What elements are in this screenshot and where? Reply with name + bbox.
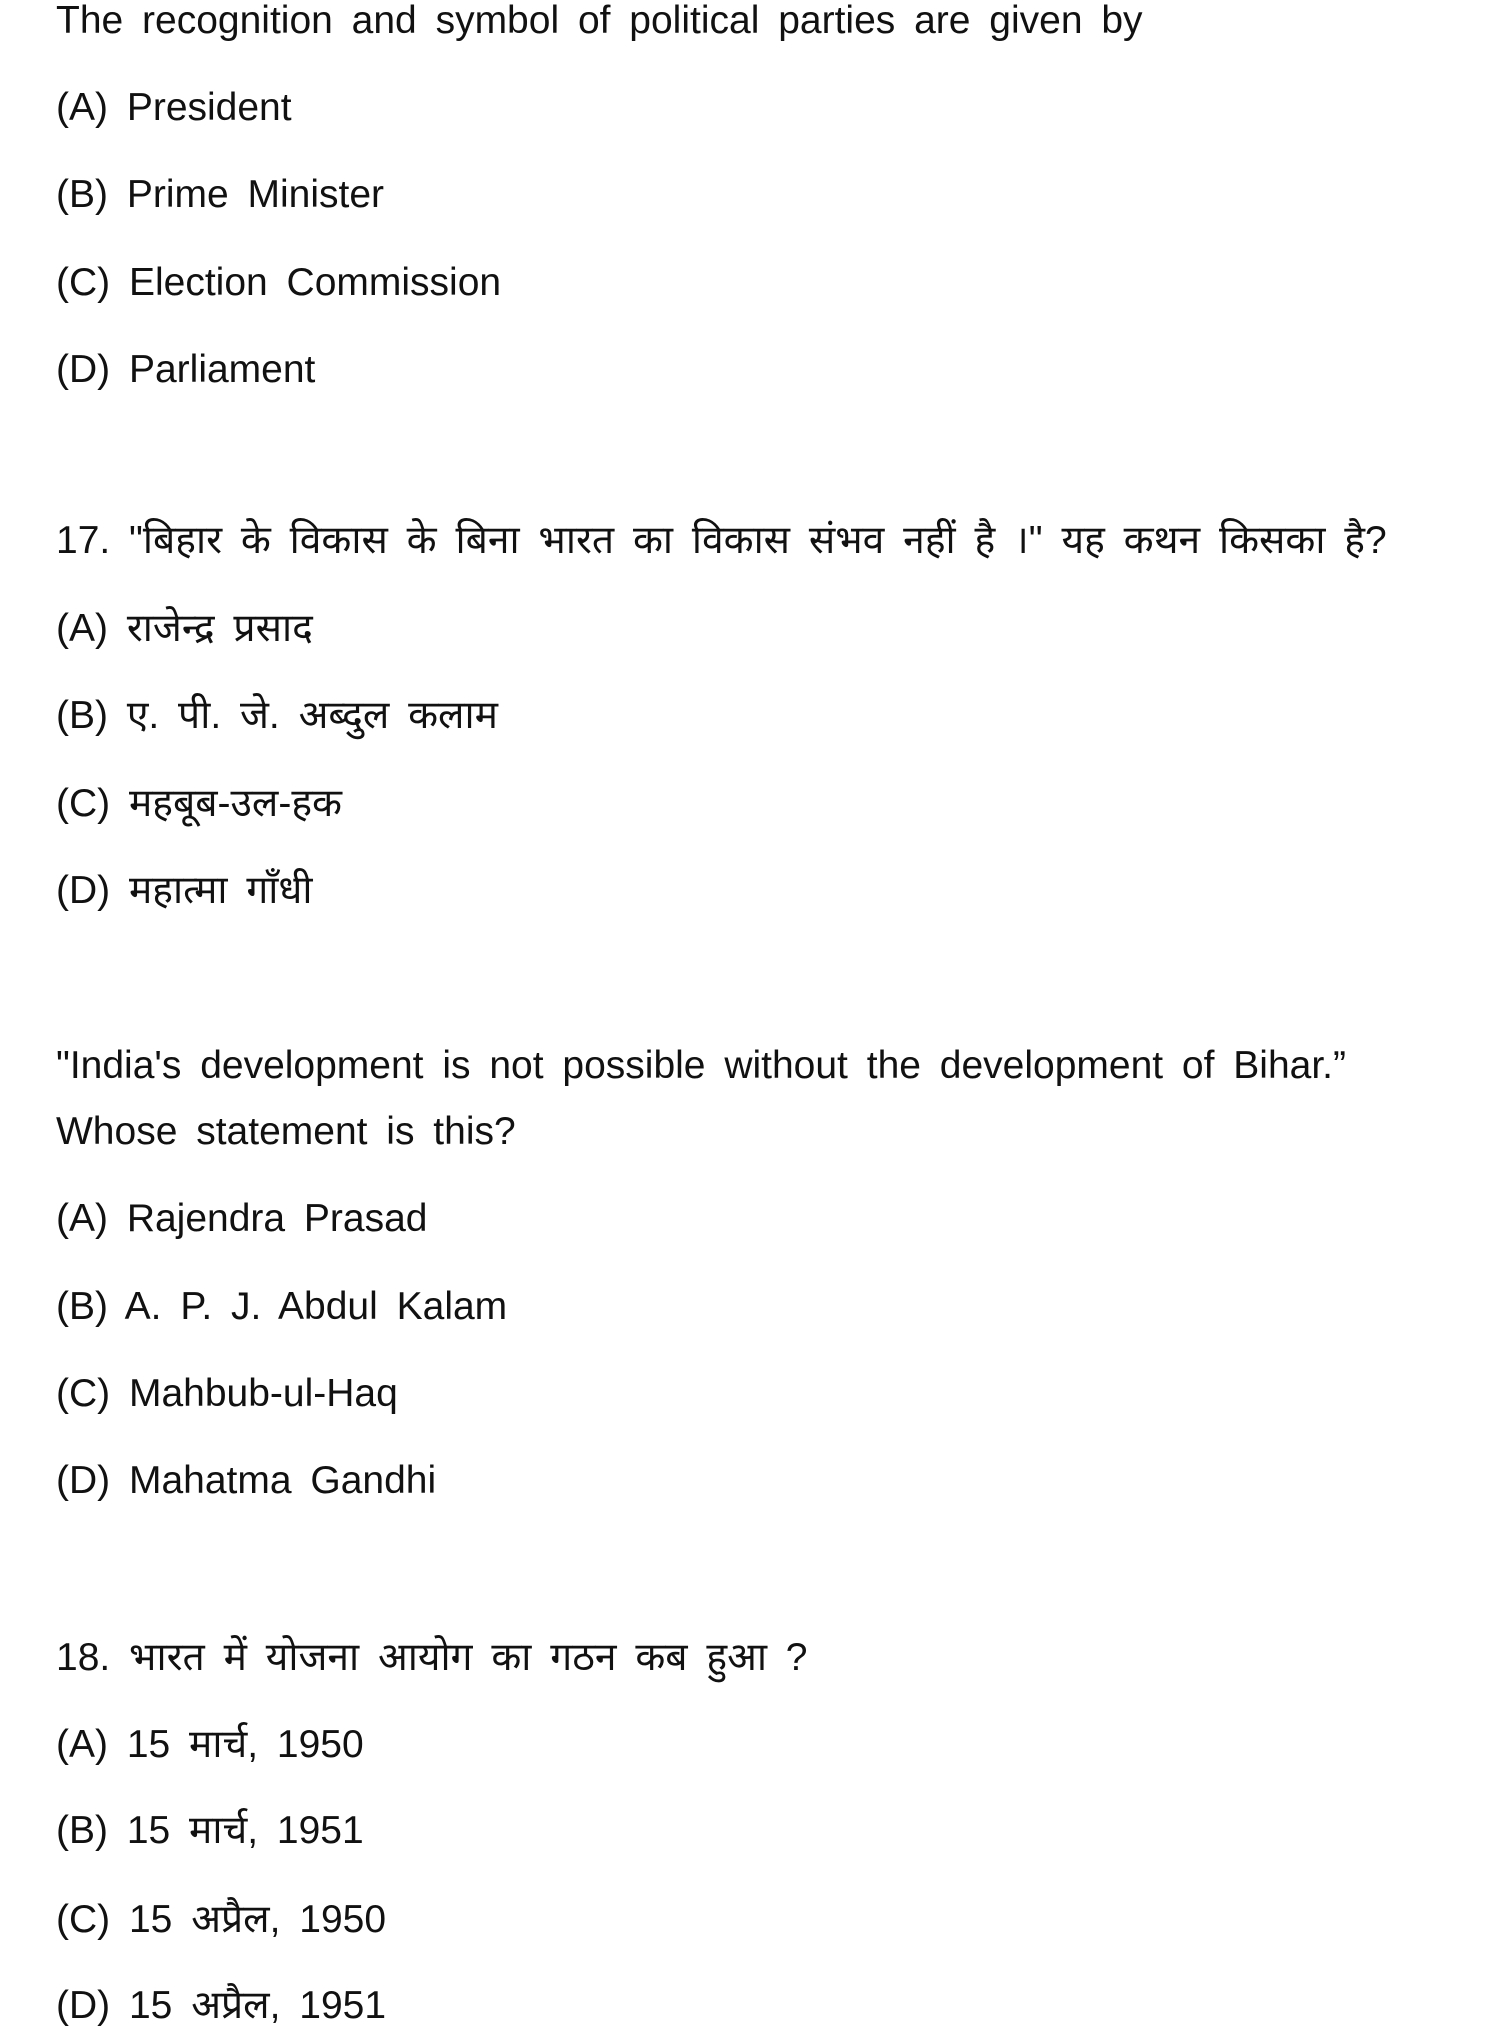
option-c: (C) Mahbub-ul-Haq: [56, 1372, 398, 1415]
question-text-line2: Whose statement is this?: [56, 1110, 516, 1153]
option-a: (A) 15 मार्च, 1950: [56, 1723, 364, 1766]
option-d: (D) 15 अप्रैल, 1951: [56, 1984, 387, 2027]
option-b: (B) 15 मार्च, 1951: [56, 1809, 364, 1852]
option-a: (A) राजेन्द्र प्रसाद: [56, 607, 313, 650]
option-d: (D) Mahatma Gandhi: [56, 1459, 437, 1502]
question-text: 17. "बिहार के विकास के बिना भारत का विकास संभव नहीं है ।" यह कथन किसका है?: [56, 519, 1387, 562]
option-b: (B) Prime Minister: [56, 173, 385, 216]
question-text-line1: "India's development is not possible without the development of Bihar.”: [56, 1044, 1347, 1087]
option-c: (C) Election Commission: [56, 261, 502, 304]
question-text: The recognition and symbol of political parties are given by: [56, 0, 1143, 42]
option-d: (D) महात्मा गाँधी: [56, 869, 313, 912]
option-a: (A) President: [56, 86, 292, 129]
option-d: (D) Parliament: [56, 348, 316, 391]
option-b: (B) A. P. J. Abdul Kalam: [56, 1285, 508, 1328]
option-a: (A) Rajendra Prasad: [56, 1197, 428, 1240]
option-b: (B) ए. पी. जे. अब्दुल कलाम: [56, 694, 498, 737]
option-c: (C) 15 अप्रैल, 1950: [56, 1898, 387, 1941]
question-text: 18. भारत में योजना आयोग का गठन कब हुआ ?: [56, 1636, 808, 1679]
option-c: (C) महबूब-उल-हक: [56, 782, 342, 825]
